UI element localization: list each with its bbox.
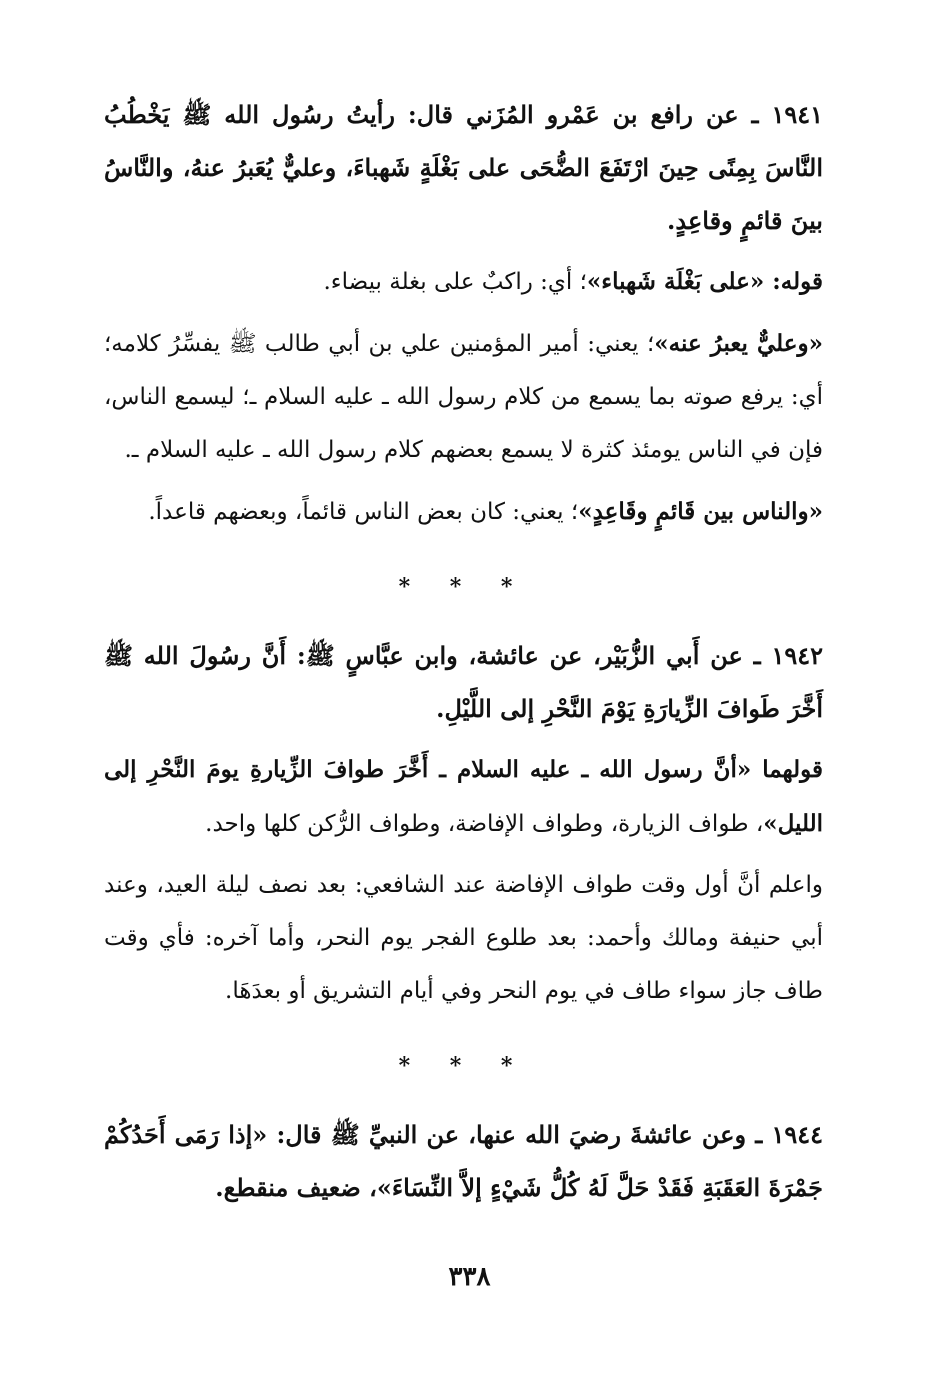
commentary-1941-p3 (104, 485, 823, 539)
commentary-1942-p1 (104, 743, 823, 851)
commentary-1942-p2 (104, 859, 823, 1018)
commentary-text: ؛ يعني: كان بعض الناس قائماً، وبعضهم قاعداً. (148, 499, 579, 525)
commentary-text: ؛ يعني: أمير المؤمنين علي بن أبي طالب ﷺ يفسِّرُ كلامه؛ أي: يرفع صوته بما يسمع من كلام رسول الله ـ عليه السلام ـ؛ ليسمع الناس، فإن في الناس يومئذ كثرة لا يسمع بعضهم كلام رسول الله ـ عليه السلام ـ. (104, 331, 823, 463)
commentary-1941-p1 (104, 255, 823, 309)
hadith-1941-text: ١٩٤١ ـ عن رافع بن عَمْرو المُزَني قال: رأيتُ رسُول الله ﷺ يَخْطُبُ النَّاسَ بِمِنًى حِينَ ارْتَفَعَ الضُّحَى على بَغْلَةٍ شَهباءَ، وعليٌّ يُعَبرُ عنهُ، والنَّاسُ بينَ قائمٍ وقاعِدٍ. (104, 100, 823, 235)
quote-text: «وعليٌّ يعبرُ عنه» (654, 330, 823, 357)
section-separator: * * * (398, 1053, 529, 1079)
quote-text: «والناس بين قَائمٍ وقَاعِدٍ» (578, 498, 823, 525)
commentary-text: ؛ أي: راكبٌ على بغلة بيضاء. (323, 269, 587, 295)
hadith-1941 (104, 88, 823, 247)
page-number: ٣٣٨ (448, 1262, 491, 1292)
hadith-1944-text: ١٩٤٤ ـ وعن عائشةَ رضيَ الله عنها، عن النبيِّ ﷺ قال: «إذا رَمَى أَحَدُكُمْ جَمْرَةَ العَقَبَةِ فَقَدْ حَلَّ لَهُ كُلُّ شَيْءٍ إلاَّ النِّسَاءَ» (104, 1120, 823, 1202)
section-separator: * * * (398, 574, 529, 600)
quote-text: قولهما «أنَّ رسول الله ـ عليه السلام ـ أَخَّرَ طوافَ الزِّيارةِ يومَ النَّحْرِ إلى الليل» (104, 756, 823, 837)
commentary-text: ، طواف الزيارة، وطواف الإفاضة، وطواف الرُّكن كلها واحد. (205, 811, 764, 837)
hadith-1942-text: ١٩٤٢ ـ عن أَبي الزُّبَيْر، عن عائشة، وابن عبَّاسٍ ﷺ: أَنَّ رسُولَ الله ﷺ أَخَّرَ طَوافَ الزِّيارَةِ يَوْمَ النَّحْرِ إلى اللَّيْلِ. (104, 641, 823, 723)
hadith-grading: ، ضعيف منقطع. (215, 1173, 377, 1202)
hadith-1944 (104, 1108, 823, 1214)
commentary-1941-p2 (104, 317, 823, 477)
hadith-1942 (104, 629, 823, 735)
commentary-text: واعلم أنَّ أول وقت طواف الإفاضة عند الشافعي: بعد نصف ليلة العيد، وعند أبي حنيفة ومالك وأحمد: بعد طلوع الفجر يوم النحر، وأما آخره: فأي وقت طاف جاز سواء طاف في يوم النحر وفي أيام التشريق أو بعدَهَا. (104, 872, 823, 1004)
quote-text: قوله: «على بَغْلَة شَهباء» (586, 268, 823, 295)
